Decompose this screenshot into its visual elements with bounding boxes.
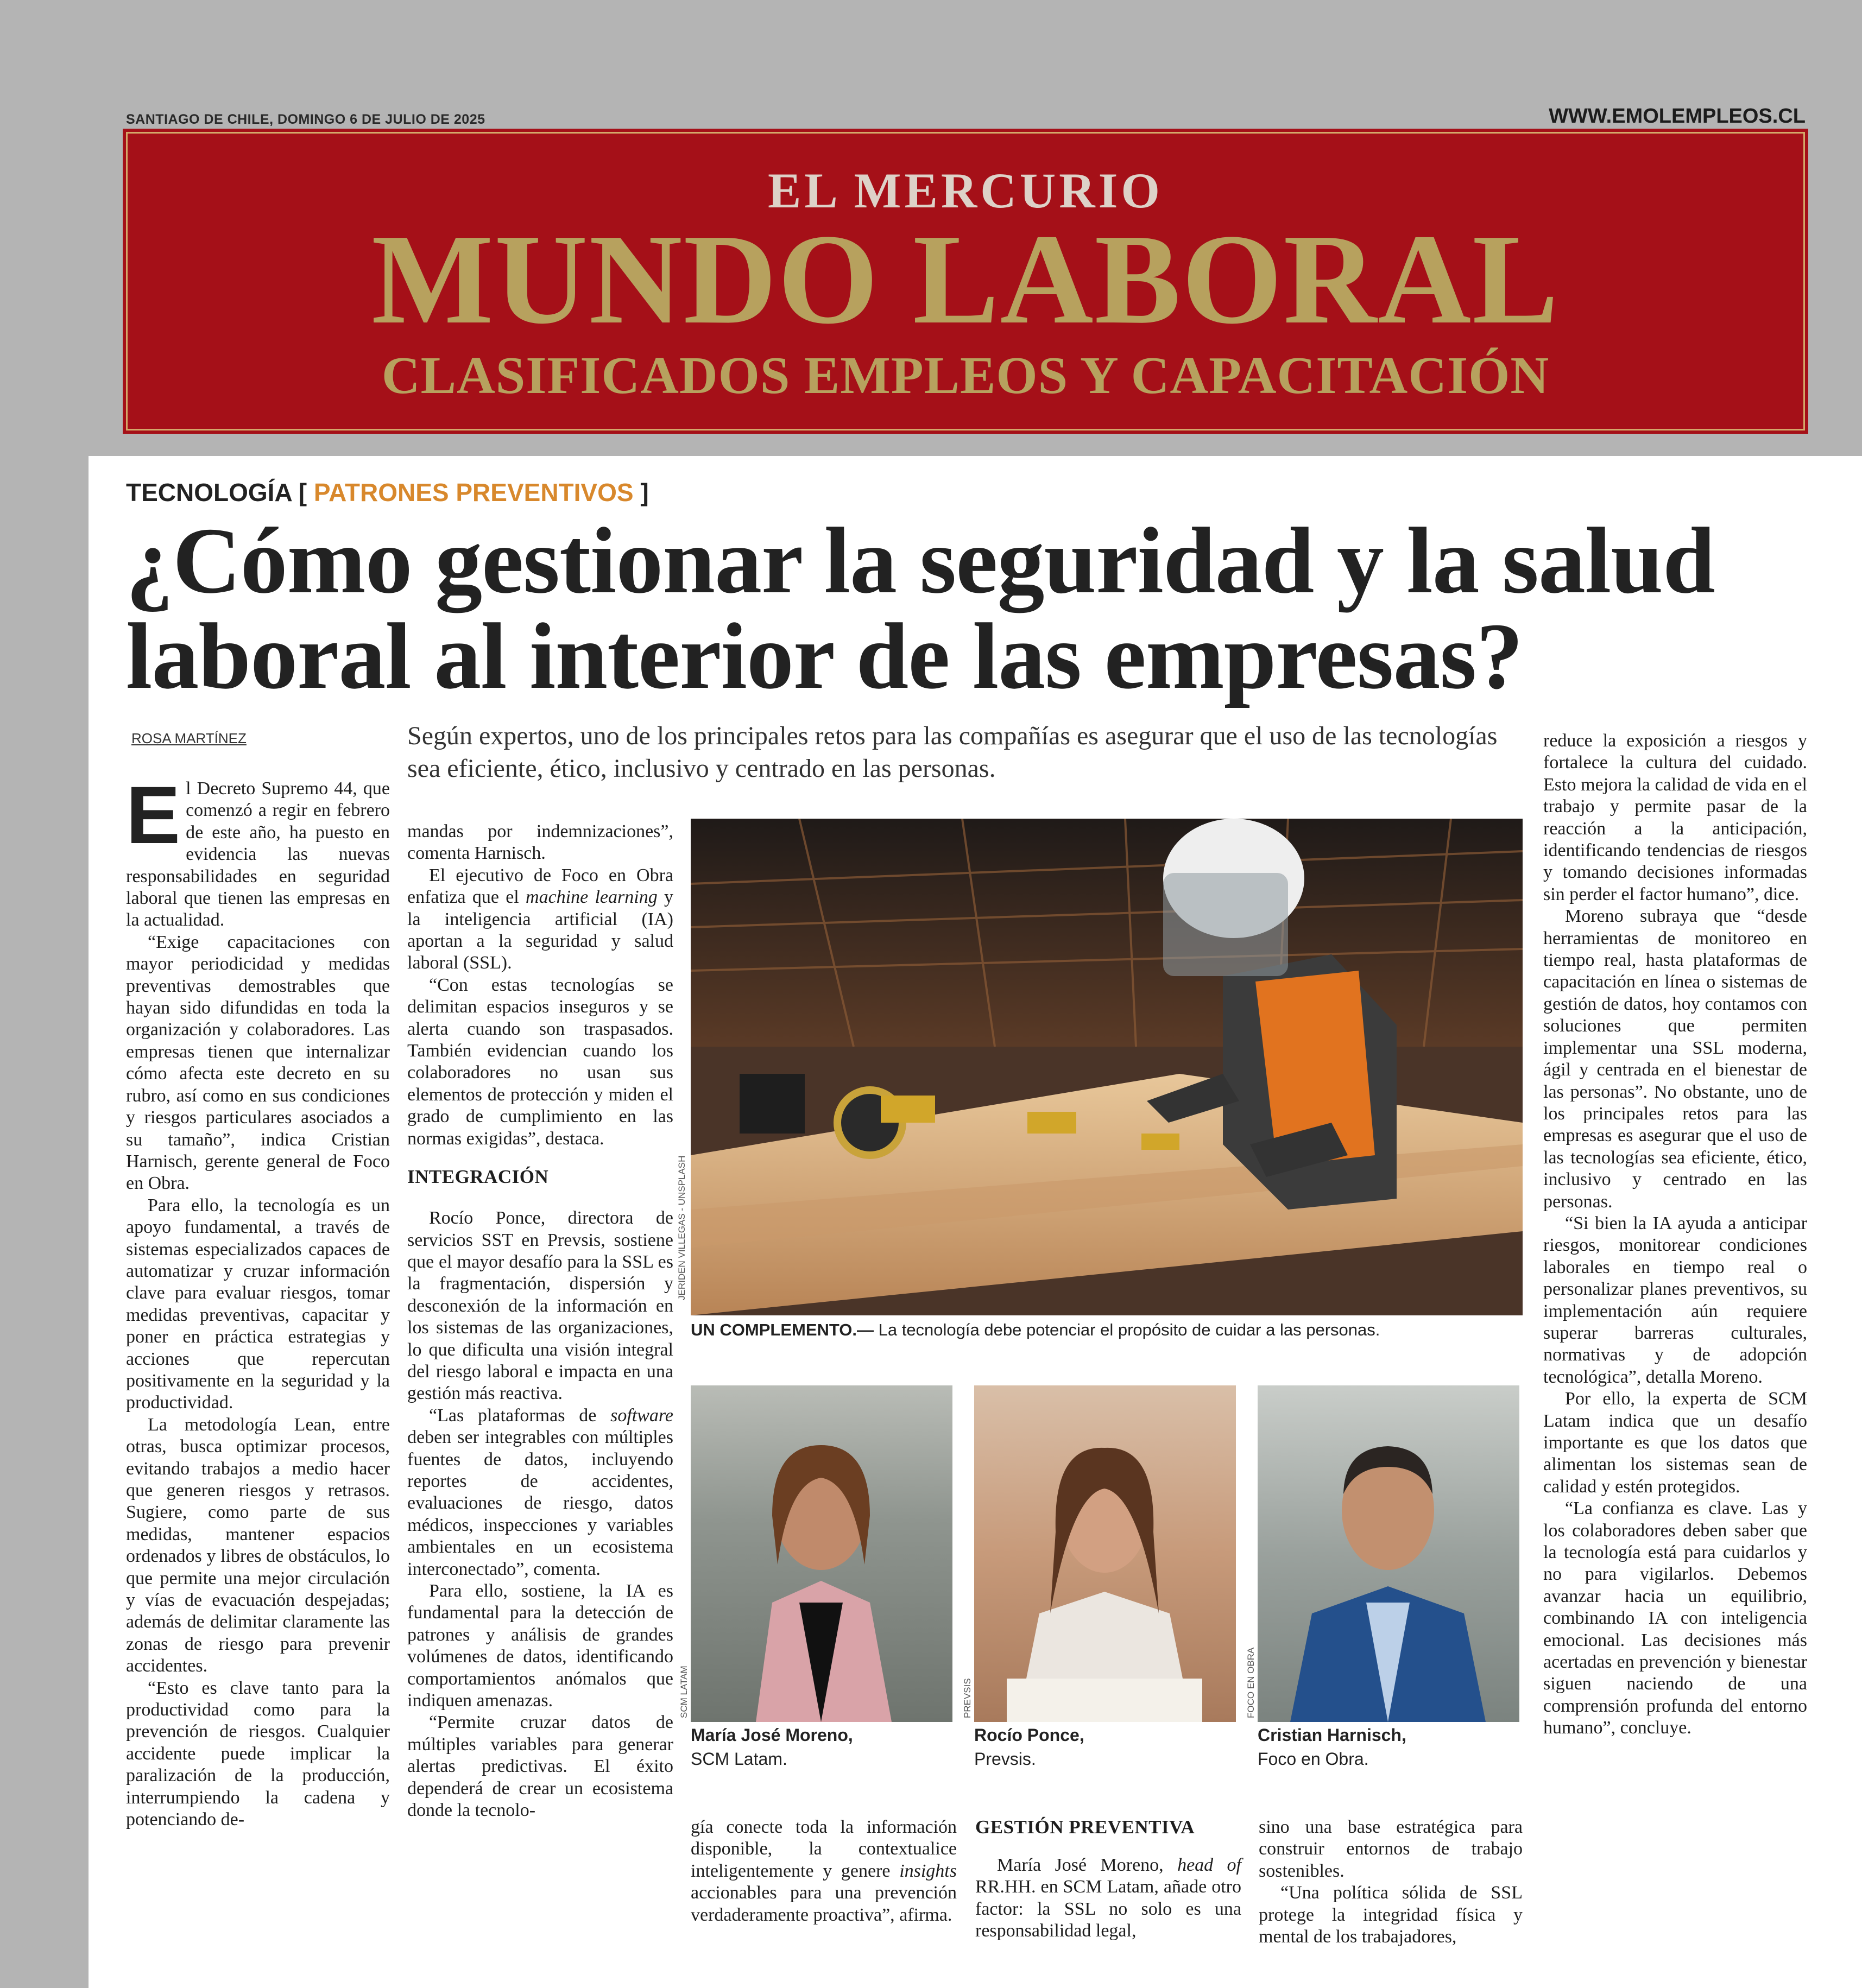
portrait-org: SCM Latam. bbox=[691, 1749, 787, 1769]
deck: Según expertos, uno de los principales retos para las compañías es asegurar que el uso de las tecnologías sea eficiente, ético, inclusivo y centrado en las personas. bbox=[407, 721, 1498, 783]
emphasis: insights bbox=[899, 1860, 957, 1881]
worker-photo-illustration bbox=[691, 819, 1523, 1315]
paragraph: Moreno subraya que “desde herramientas de monitoreo en tiempo real, hasta plataformas de capacitación en línea o sistemas de gestión de datos, hoy contamos con soluciones que permiten implementar una SSL moderna, ágil y centrada en el bienestar de las personas”. No obstante, uno de los principales retos para las empresas es asegurar que el uso de las tecnologías sea eficiente, ético, inclusivo y centrado en las personas. bbox=[1543, 906, 1807, 1212]
portrait-rocio-ponce bbox=[974, 1385, 1236, 1722]
paragraph: Por ello, la experta de SCM Latam indica que un desafío importante es que los datos que alimentan los sistemas sean de calidad y estén protegidos. bbox=[1543, 1389, 1807, 1497]
paragraph: reduce la exposición a riesgos y fortalece la cultura del cuidado. Esto mejora la calidad de vida en el trabajo y permite pasar de la reacción a la anticipación, identificando tendencias de riesgos y tomando decisiones informadas sin perder el factor humano”, dice. bbox=[1543, 731, 1807, 904]
subheading-integracion: INTEGRACIÓN bbox=[407, 1166, 549, 1188]
portrait-org: Foco en Obra. bbox=[1258, 1749, 1369, 1769]
section-subtitle: CLASIFICADOS EMPLEOS Y CAPACITACIÓN bbox=[381, 346, 1550, 405]
brand-name: EL MERCURIO bbox=[768, 163, 1163, 218]
kicker bbox=[126, 478, 649, 507]
column-5 bbox=[1259, 1816, 1523, 1948]
column-4 bbox=[975, 1816, 1241, 1942]
emphasis: head of bbox=[1177, 1855, 1241, 1875]
masthead bbox=[126, 132, 1805, 430]
portrait-org: Prevsis. bbox=[974, 1749, 1036, 1769]
dateline: SANTIAGO DE CHILE, DOMINGO 6 DE JULIO DE 2025 bbox=[126, 112, 485, 127]
paragraph: “Si bien la IA ayuda a anticipar riesgos, monitorear condiciones laborales en tiempo real o personalizar planes preventivos, su implementación aún requiere superar barreras culturales, normativas y de adopción tecnológica”, detalla Moreno. bbox=[1543, 1213, 1807, 1387]
paragraph: “Esto es clave tanto para la productividad como para la prevención de riesgos. Cualquier accidente puede implicar la paralización de la producción, interrumpiendo la cadena y potenciando de- bbox=[126, 1677, 390, 1830]
paragraph: gía conecte toda la información disponible, la contextualice inteligentemente y genere insights accionables para una prevención verdaderamente proactiva”, afirma. bbox=[691, 1817, 957, 1925]
portrait-illustration bbox=[1258, 1385, 1519, 1722]
column-2 bbox=[407, 821, 673, 1821]
paragraph: sino una base estratégica para construir entornos de trabajo sostenibles. bbox=[1259, 1817, 1523, 1881]
paragraph: La metodología Lean, entre otras, busca optimizar procesos, evitando trabajos a medio hacer que generen riesgos y retrasos. Sugiere, como parte de sus medidas, mantener espacios ordenados y libres de obstáculos, lo que permite una mejor circulación y vías de evacuación despejadas; además de delimitar claramente las zonas de riesgo para prevenir accidentes. bbox=[126, 1414, 390, 1676]
portrait-credit: SCM LATAM bbox=[679, 1666, 689, 1718]
portrait-illustration bbox=[691, 1385, 952, 1722]
headline-line-2: laboral al interior de las empresas? bbox=[126, 604, 1523, 708]
kicker-bracket-open: [ bbox=[298, 478, 307, 507]
main-photo bbox=[691, 819, 1523, 1315]
section-title: MUNDO LABORAL bbox=[371, 208, 1560, 351]
paragraph: Para ello, la tecnología es un apoyo fundamental, a través de sistemas especializados capaces de automatizar y cruzar información clave para evaluar riesgos, tomar medidas preventivas, capacitar y poner en práctica estrategias y acciones que repercutan positivamente en la seguridad y la productividad. bbox=[126, 1195, 390, 1413]
paragraph: El Decreto Supremo 44, que comenzó a regir en febrero de este año, ha puesto en evidencia las nuevas responsabilidades en seguridad laboral que tienen las empresas en la actualidad. bbox=[126, 769, 390, 930]
headline-line-1: ¿Cómo gestionar la seguridad y la salud bbox=[126, 508, 1715, 613]
paragraph: “Con estas tecnologías se delimitan espacios inseguros y se alerta cuando son traspasados. También evidencian cuando los colaboradores no usan sus elementos de protección y miden el grado de cumplimiento en las normas exigidas”, destaca. bbox=[407, 974, 673, 1149]
column-6 bbox=[1543, 730, 1807, 1739]
kicker-section: TECNOLOGÍA bbox=[126, 478, 292, 507]
portrait-credit: PREVSIS bbox=[962, 1678, 973, 1718]
website-url[interactable]: WWW.EMOLEMPLEOS.CL bbox=[1549, 105, 1806, 128]
paragraph: “Permite cruzar datos de múltiples variables para generar alertas predictivas. El éxito dependerá de crear un ecosistema donde la tecnolo- bbox=[407, 1712, 673, 1821]
portrait-credit: FOCO EN OBRA bbox=[1246, 1647, 1256, 1718]
portrait-maria-jose-moreno bbox=[691, 1385, 952, 1722]
portrait-illustration bbox=[974, 1385, 1236, 1722]
emphasis: machine learning bbox=[526, 887, 658, 908]
headline bbox=[126, 508, 1809, 708]
paragraph: El ejecutivo de Foco en Obra enfatiza que el machine learning y la inteligencia artificial (IA) aportan a la seguridad y salud laboral (SSL). bbox=[407, 865, 673, 973]
author-byline: ROSA MARTÍNEZ bbox=[131, 730, 247, 746]
paragraph: “La confianza es clave. Las y los colaboradores deben saber que la tecnología está para cuidarlos y no para vigilarlos. Debemos avanzar hacia un equilibrio, combinando IA con inteligencia emocional. Las decisiones más acertadas en prevención y bienestar siguen naciendo de una comprensión profunda del entorno humano”, concluye. bbox=[1543, 1498, 1807, 1738]
portrait-name: Cristian Harnisch, bbox=[1258, 1725, 1406, 1745]
column-3 bbox=[691, 1816, 957, 1926]
paragraph: “Las plataformas de software deben ser integrables con múltiples fuentes de datos, incluyendo reportes de accidentes, evaluaciones de riesgo, datos médicos, inspecciones y variables ambientales en un ecosistema interconectado”, comenta. bbox=[407, 1405, 673, 1579]
emphasis: software bbox=[610, 1405, 673, 1426]
drop-cap: E bbox=[126, 769, 181, 860]
photo-caption: UN COMPLEMENTO.— La tecnología debe potenciar el propósito de cuidar a las personas. bbox=[691, 1320, 1380, 1339]
paragraph: María José Moreno, head of RR.HH. en SCM Latam, añade otro factor: la SSL no solo es una responsabilidad legal, bbox=[975, 1855, 1241, 1941]
portrait-name: Rocío Ponce, bbox=[974, 1725, 1084, 1745]
paragraph: Rocío Ponce, directora de servicios SST en Prevsis, sostiene que el mayor desafío para la SSL es la fragmentación, dispersión y desconexión de la información en los sistemas de las organizaciones, lo que dificulta una visión integral del riesgo laboral e impacta en una gestión más reactiva. bbox=[407, 1208, 673, 1404]
paragraph: mandas por indemnizaciones”, comenta Harnisch. bbox=[407, 821, 673, 864]
paragraph: Para ello, sostiene, la IA es fundamental para la detección de patrones y análisis de grandes volúmenes de datos, identificando comportamientos anómalos que indiquen amenazas. bbox=[407, 1581, 673, 1711]
paragraph: “Exige capacitaciones con mayor periodicidad y medidas preventivas demostrables que hayan sido difundidas en toda la organización y colaboradores. Las empresas tienen que internalizar cómo afecta este decreto en su rubro, así como en sus condiciones y riesgos particulares asociados a su tamaño”, indica Cristian Harnisch, gerente general de Foco en Obra. bbox=[126, 932, 390, 1194]
kicker-topic: PATRONES PREVENTIVOS bbox=[313, 478, 634, 507]
kicker-bracket-close: ] bbox=[640, 478, 649, 507]
portrait-cristian-harnisch bbox=[1258, 1385, 1519, 1722]
subheading-gestion-preventiva: GESTIÓN PREVENTIVA bbox=[975, 1816, 1195, 1838]
paragraph: “Una política sólida de SSL protege la integridad física y mental de los trabajadores, bbox=[1259, 1883, 1523, 1947]
column-1 bbox=[126, 769, 390, 1831]
portrait-name: María José Moreno, bbox=[691, 1725, 853, 1745]
photo-credit: JERIDEN VILLEGAS - UNSPLASH bbox=[677, 1155, 687, 1300]
